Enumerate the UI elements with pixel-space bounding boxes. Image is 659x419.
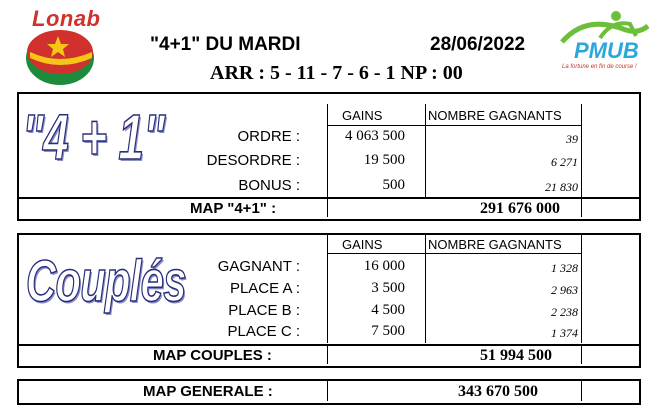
gagnants-header: NOMBRE GAGNANTS [428, 237, 562, 252]
gain-value: 4 500 [371, 302, 405, 318]
gagnants-value: 1 328 [551, 261, 578, 275]
column-divider [425, 235, 426, 343]
gain-value: 500 [382, 177, 405, 193]
gains-header: GAINS [342, 108, 383, 123]
gagnants-value: 21 830 [545, 180, 578, 194]
lonab-logo [18, 6, 104, 90]
header-divider [327, 253, 582, 254]
map-couples-label: MAP COUPLES : [153, 347, 272, 364]
pmub-logo-text: PMUB [574, 38, 639, 63]
gagnants-value: 2 238 [551, 305, 578, 319]
pmub-slogan: La fortune en fin de course ! [562, 64, 637, 70]
gain-value: 3 500 [371, 280, 405, 296]
column-divider [581, 235, 582, 343]
gains-header: GAINS [342, 237, 383, 252]
map-generale-value: 343 670 500 [458, 383, 538, 400]
column-divider [425, 104, 426, 197]
column-divider [327, 346, 328, 364]
header-divider [327, 125, 582, 126]
gain-value: 4 063 500 [345, 128, 405, 144]
row-label-bonus: BONUS : [238, 177, 300, 194]
column-divider [581, 381, 582, 401]
gain-value: 7 500 [371, 323, 405, 339]
map-couples-value: 51 994 500 [480, 347, 552, 364]
gagnants-header: NOMBRE GAGNANTS [428, 108, 562, 123]
row-label-place-c: PLACE C : [227, 323, 300, 340]
gagnants-value: 6 271 [551, 155, 578, 169]
row-label-desordre: DESORDRE : [206, 152, 300, 169]
arrival-line: ARR : 5 - 11 - 7 - 6 - 1 NP : 00 [210, 62, 463, 84]
row-label-place-b: PLACE B : [228, 302, 300, 319]
lonab-logo-text: Lonab [32, 6, 101, 31]
column-divider [327, 199, 328, 217]
column-divider [581, 199, 582, 217]
map-generale-label: MAP GENERALE : [143, 383, 273, 400]
gagnants-value: 1 374 [551, 326, 578, 340]
row-label-gagnant: GAGNANT : [217, 258, 300, 275]
pmub-logo [556, 8, 652, 78]
gain-value: 16 000 [363, 258, 405, 274]
draw-date: 28/06/2022 [430, 34, 526, 55]
map-generale-bar [17, 379, 641, 405]
page-title: "4+1" DU MARDI [150, 34, 301, 55]
gagnants-value: 39 [566, 132, 578, 146]
column-divider [581, 104, 582, 197]
section-couples-title: Couplés [26, 249, 186, 314]
column-divider [327, 381, 328, 401]
map-4plus1-value: 291 676 000 [480, 200, 560, 217]
column-divider [581, 346, 582, 364]
section-4plus1-title: "4 + 1" [22, 101, 165, 173]
row-label-place-a: PLACE A : [229, 280, 300, 297]
map-4plus1-label: MAP "4+1" : [190, 200, 277, 217]
row-label-ordre: ORDRE : [237, 128, 300, 145]
gain-value: 19 500 [363, 152, 405, 168]
gagnants-value: 2 963 [551, 283, 578, 297]
